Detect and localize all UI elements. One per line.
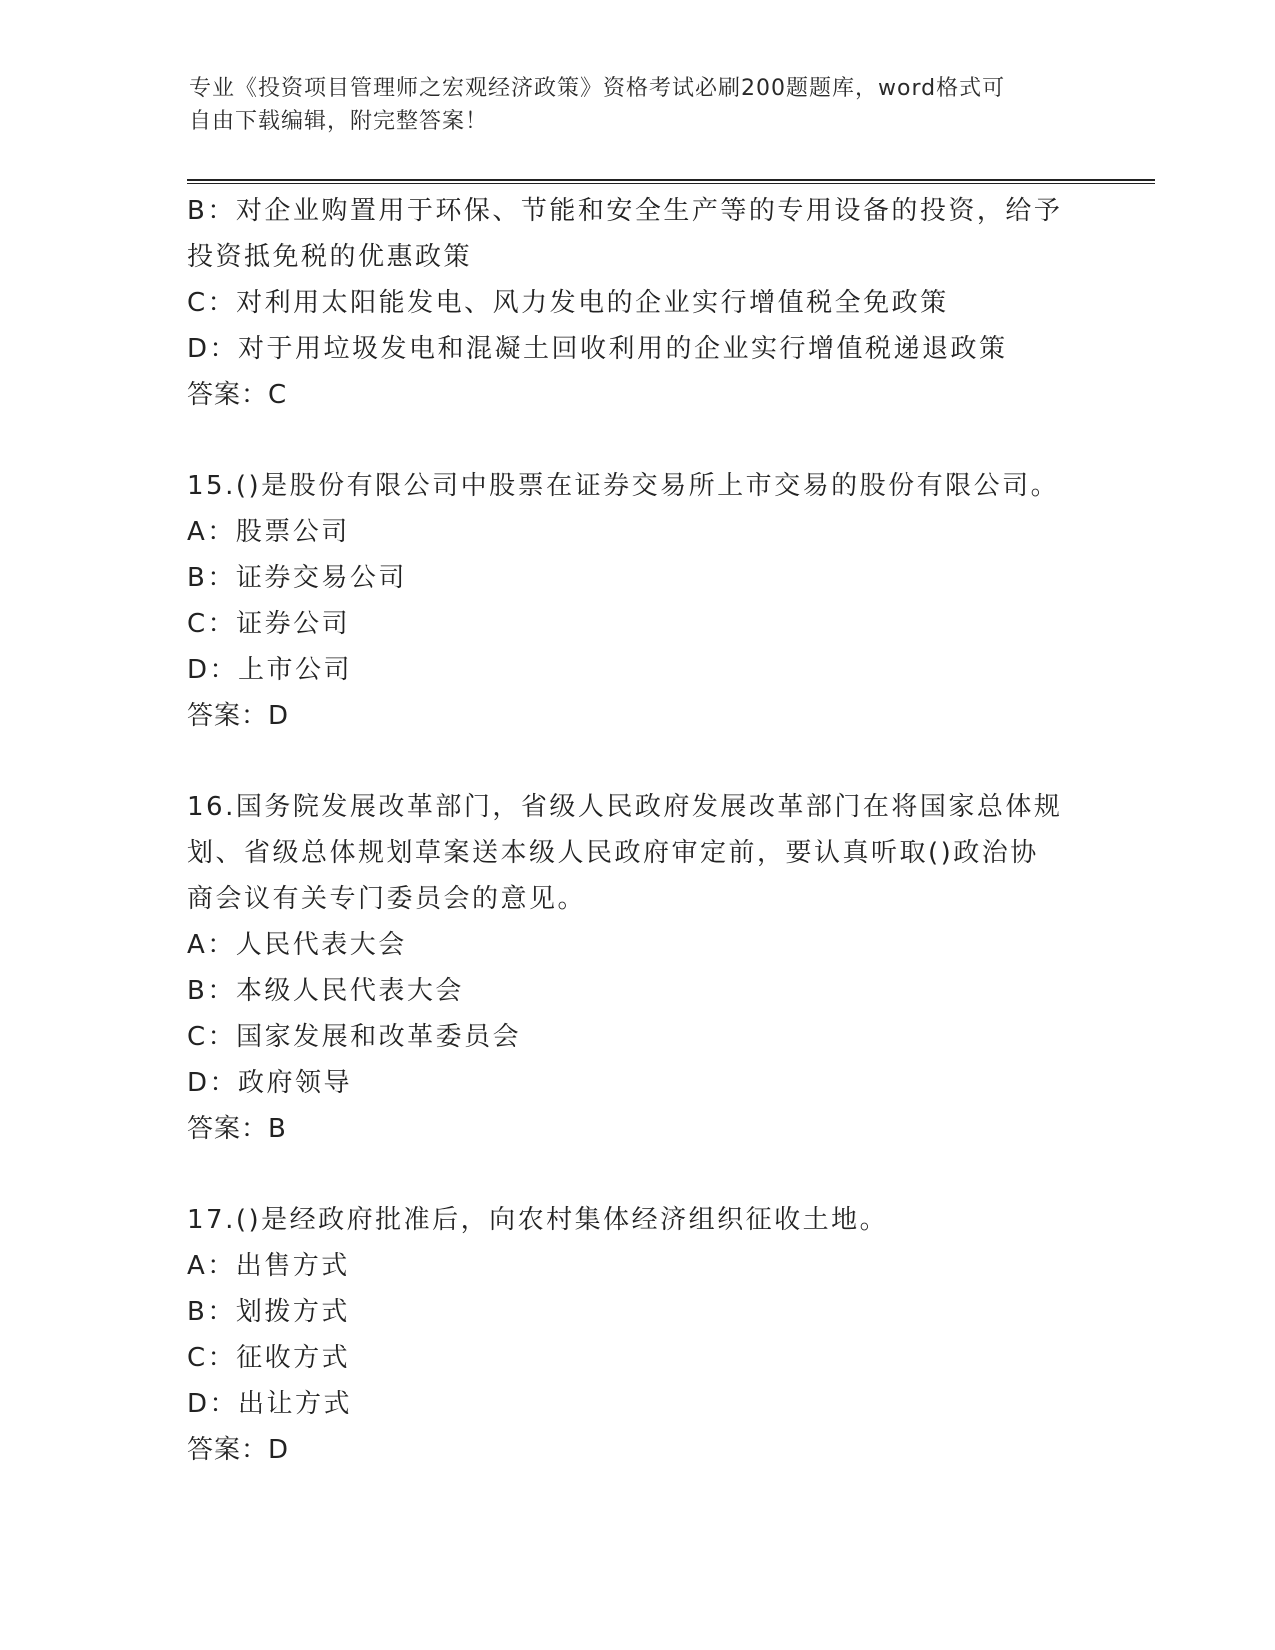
option-a: A：人民代表大会 xyxy=(187,930,407,960)
option-b-continued: 投资抵免税的优惠政策 xyxy=(187,242,473,272)
option-c: C：征收方式 xyxy=(187,1343,351,1373)
question-stem: 16.国务院发展改革部门，省级人民政府发展改革部门在将国家总体规 xyxy=(187,792,1063,822)
option-d: D：政府领导 xyxy=(187,1068,353,1098)
answer: 答案：D xyxy=(187,701,290,731)
header-line-2: 自由下载编辑，附完整答案！ xyxy=(189,109,489,134)
header-line-1: 专业《投资项目管理师之宏观经济政策》资格考试必刷200题题库，word格式可 xyxy=(189,76,1006,101)
question-stem: 17.()是经政府批准后，向农村集体经济组织征收土地。 xyxy=(187,1205,889,1235)
option-d: D：出让方式 xyxy=(187,1389,353,1419)
option-b: B：证券交易公司 xyxy=(187,563,407,593)
document-header xyxy=(189,72,1069,138)
question-list xyxy=(187,188,1087,1473)
spacer xyxy=(187,739,1087,784)
spacer xyxy=(187,1152,1087,1197)
option-a: A：出售方式 xyxy=(187,1251,350,1281)
option-b: B：本级人民代表大会 xyxy=(187,976,464,1006)
option-c: C：对利用太阳能发电、风力发电的企业实行增值税全免政策 xyxy=(187,288,949,318)
question-17 xyxy=(187,1197,1087,1473)
question-stem-continued: 商会议有关专门委员会的意见。 xyxy=(187,884,587,914)
spacer xyxy=(187,418,1087,463)
option-d: D：对于用垃圾发电和混凝土回收利用的企业实行增值税递退政策 xyxy=(187,334,1008,364)
answer: 答案：C xyxy=(187,380,288,410)
option-c: C：证券公司 xyxy=(187,609,351,639)
question-16 xyxy=(187,784,1087,1152)
option-b: B：划拨方式 xyxy=(187,1297,350,1327)
question-14-tail xyxy=(187,188,1087,418)
question-stem-continued: 划、省级总体规划草案送本级人民政府审定前，要认真听取()政治协 xyxy=(187,838,1039,868)
option-a: A：股票公司 xyxy=(187,517,350,547)
answer: 答案：D xyxy=(187,1435,290,1465)
option-b: B：对企业购置用于环保、节能和安全生产等的专用设备的投资，给予 xyxy=(187,196,1063,226)
header-divider xyxy=(187,179,1155,184)
question-15 xyxy=(187,463,1087,739)
answer: 答案：B xyxy=(187,1114,287,1144)
option-d: D：上市公司 xyxy=(187,655,353,685)
option-c: C：国家发展和改革委员会 xyxy=(187,1022,522,1052)
question-stem: 15.()是股份有限公司中股票在证券交易所上市交易的股份有限公司。 xyxy=(187,471,1060,501)
